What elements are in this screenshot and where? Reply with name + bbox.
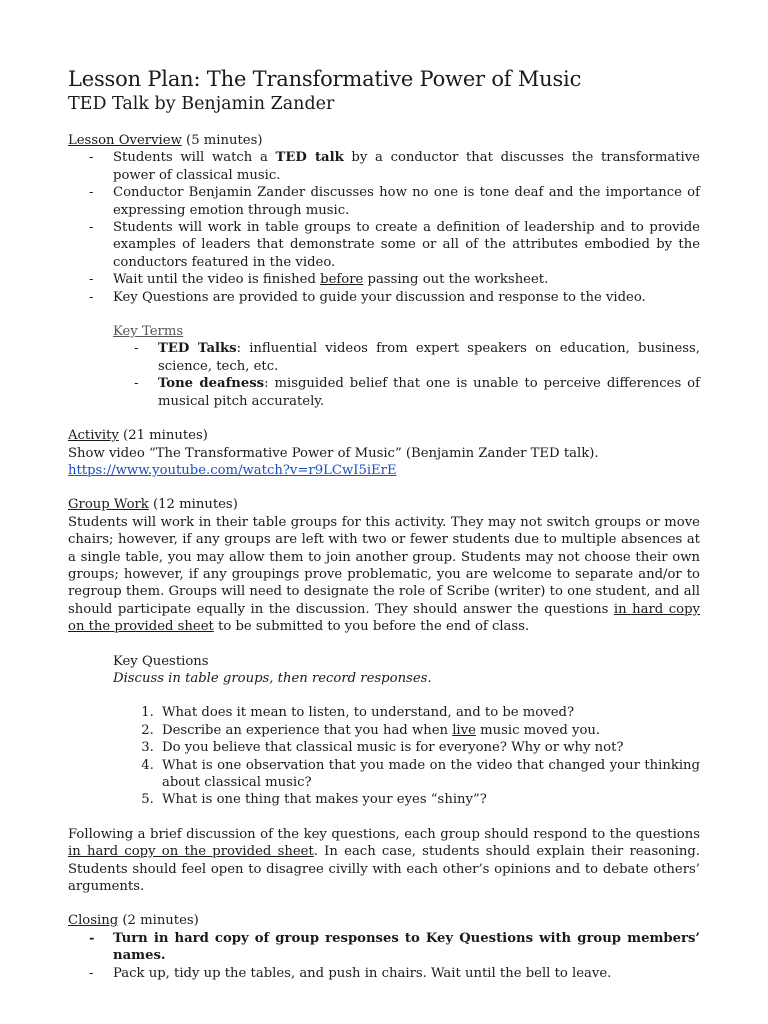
activity-text: Show video “The Transformative Power of Music” (Benjamin Zander TED talk). (68, 445, 599, 461)
group-work-duration: (12 minutes) (148, 497, 238, 513)
ted-talk-bold: TED talk (275, 150, 344, 166)
group-work-heading-line (68, 496, 700, 513)
list-item: 1. What does it mean to listen, to understand, and to be moved? (158, 704, 700, 721)
group-work-heading: Group Work (68, 497, 149, 513)
term-tone-deafness-def: : misguided belief that one is unable to perceive differences of musical pitch accurately. (158, 376, 700, 409)
page-subtitle: TED Talk by Benjamin Zander (68, 94, 335, 114)
q2-pre: Describe an experience that you had when (162, 722, 453, 738)
list-item (158, 722, 700, 739)
list-item (158, 375, 700, 410)
key-questions-list (68, 704, 700, 808)
term-tone-deafness: Tone deafness (158, 376, 265, 392)
list-item: - Conductor Benjamin Zander discusses how no one is tone deaf and the importance of expressing emotion through music. (113, 184, 700, 219)
list-item: 5. What is one thing that makes your eyes “shiny”? (158, 791, 700, 808)
group-work-text (68, 514, 700, 636)
activity-heading-line (68, 427, 700, 444)
group-work-underlined: in hard copy on the provided sheet (68, 601, 700, 635)
activity-heading: Activity (68, 428, 119, 444)
list-item (113, 149, 700, 184)
following-post: . In each case, students should explain their reasoning. Students should feel open to disagree civilly with each other’s opinions and to debate others’ arguments. (68, 844, 700, 895)
before-underlined: before (320, 272, 364, 288)
key-terms-heading-line (68, 323, 700, 340)
overview-list (68, 149, 700, 306)
key-questions-instruction: Discuss in table groups, then record responses. (113, 670, 432, 686)
closing-heading-line (68, 912, 700, 929)
group-work-post: to be submitted to you before the end of class. (213, 619, 530, 635)
overview-b4-pre: Wait until the video is finished (113, 272, 321, 288)
overview-b4-post: passing out the worksheet. (363, 272, 549, 288)
group-work-body: Students will work in their table groups for this activity. They may not switch groups or move chairs; however, if any groups are left with two or fewer students due to multiple absences at a single table, you may allow them to join another group. Students may not choose their own groups; however, if any groupings prove problematic, you are welcome to separate and/or to regroup them. Groups will need to designate the role of Scribe (writer) to one student, and all should participate equally in the discussion. They should answer the questions (68, 514, 700, 617)
list-item: - Students will work in table groups to create a definition of leadership and to provide examples of leaders that demonstrate some or all of the attributes embodied by the conductors featured in the video. (113, 219, 700, 271)
list-item: - Key Questions are provided to guide your discussion and response to the video. (113, 289, 700, 306)
key-questions-heading: Key Questions (113, 653, 209, 669)
closing-duration: (2 minutes) (118, 913, 199, 929)
youtube-link[interactable]: https://www.youtube.com/watch?v=r9LCwI5iErE (68, 462, 397, 478)
q2-post: music moved you. (475, 722, 601, 738)
youtube-link-line (68, 462, 700, 479)
key-terms-list (68, 340, 700, 410)
list-item: - Pack up, tidy up the tables, and push in chairs. Wait until the bell to leave. (113, 965, 700, 982)
activity-duration: (21 minutes) (118, 428, 208, 444)
following-underlined: in hard copy on the provided sheet (68, 844, 314, 860)
closing-list (68, 930, 700, 982)
list-item (113, 271, 700, 288)
term-ted-talks-def: : influential videos from expert speakers on education, business, science, tech, etc. (158, 341, 701, 374)
list-item: 4. What is one observation that you made on the video that changed your thinking about classical music? (158, 757, 700, 792)
list-item (158, 340, 700, 375)
overview-heading: Lesson Overview (68, 133, 182, 148)
term-ted-talks: TED Talks (158, 341, 237, 357)
following-pre: Following a brief discussion of the key questions, each group should respond to the questions (68, 826, 700, 842)
live-underlined: live (452, 722, 476, 738)
overview-b1-post: by a conductor that discusses the transformative power of classical music. (113, 150, 700, 183)
list-item: - Turn in hard copy of group responses to Key Questions with group members’ names. (113, 930, 700, 965)
list-item: 3. Do you believe that classical music is for everyone? Why or why not? (158, 739, 700, 756)
following-paragraph (68, 826, 700, 896)
overview-heading-line (68, 132, 700, 149)
overview-duration: (5 minutes) (181, 133, 263, 148)
overview-b1-pre: Students will watch a (113, 150, 276, 166)
key-terms-heading: Key Terms (113, 324, 184, 340)
page-title: Lesson Plan: The Transformative Power of Music (68, 67, 582, 91)
closing-heading: Closing (68, 913, 119, 929)
